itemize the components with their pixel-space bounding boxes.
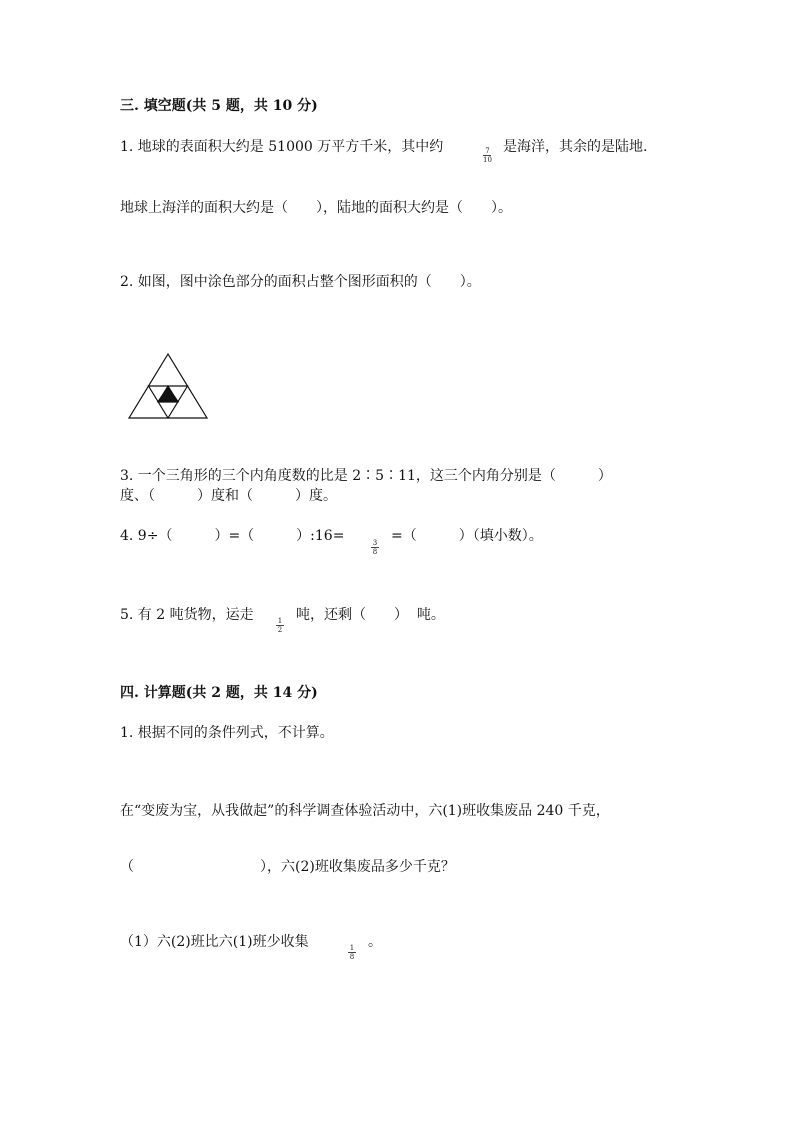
s4-q1-fraction	[348, 944, 356, 961]
s4-q1-sub1-start: （1）六(2)班比六(1)班少收集	[120, 934, 309, 950]
q5-fraction-numerator: 1	[277, 617, 283, 625]
q1-line2: 地球上海洋的面积大约是（ ），陆地的面积大约是（ ）。	[120, 200, 512, 216]
section3-heading: 三. 填空题(共 5 题，共 10 分)	[120, 98, 318, 114]
q4-fraction-numerator: 3	[372, 539, 378, 547]
s4-q1-fraction-denominator: 8	[349, 953, 355, 961]
s4-q1-sub1-end: 。	[368, 934, 382, 950]
section4-heading: 四. 计算题(共 2 题，共 14 分)	[120, 685, 318, 701]
q4-fraction	[371, 539, 379, 556]
s4-q1-fraction-numerator: 1	[349, 944, 355, 952]
q5-text-end: 吨，还剩（ ） 吨。	[296, 607, 445, 623]
s4-q1-title: 1. 根据不同的条件列式，不计算。	[120, 725, 334, 741]
q5-fraction	[276, 617, 284, 634]
s4-q1-blank-line: （ ），六(2)班收集废品多少千克？	[120, 859, 455, 875]
q4-fraction-denominator: 8	[372, 548, 378, 556]
q1-fraction	[483, 147, 492, 164]
q1-line1-end: 是海洋，其余的是陆地.	[503, 139, 648, 155]
s4-q1-context: 在“变废为宝，从我做起”的科学调查体验活动中，六(1)班收集废品 240 千克，	[120, 803, 610, 819]
q1-fraction-numerator: 7	[485, 147, 490, 155]
q4-text-end: =（ ）（填小数）。	[391, 528, 543, 544]
q3-line1: 3. 一个三角形的三个内角度数的比是 2∶5∶11，这三个内角分别是（ ）	[120, 468, 612, 484]
triangle-figure	[126, 352, 216, 424]
q5-text-start: 5. 有 2 吨货物，运走	[120, 607, 254, 623]
q1-line1-start: 1. 地球的表面积大约是 51000 万平方千米，其中约	[120, 139, 444, 155]
q1-fraction-denominator: 10	[483, 156, 492, 164]
q3-line2: 度、（ ）度和（ ）度。	[120, 488, 337, 504]
q4-text-start: 4. 9÷（ ）=（ ）:16=	[120, 528, 345, 544]
q5-fraction-denominator: 2	[277, 626, 283, 634]
shaded-triangle	[157, 386, 179, 402]
q2-text: 2. 如图，图中涂色部分的面积占整个图形面积的（ ）。	[120, 274, 481, 290]
